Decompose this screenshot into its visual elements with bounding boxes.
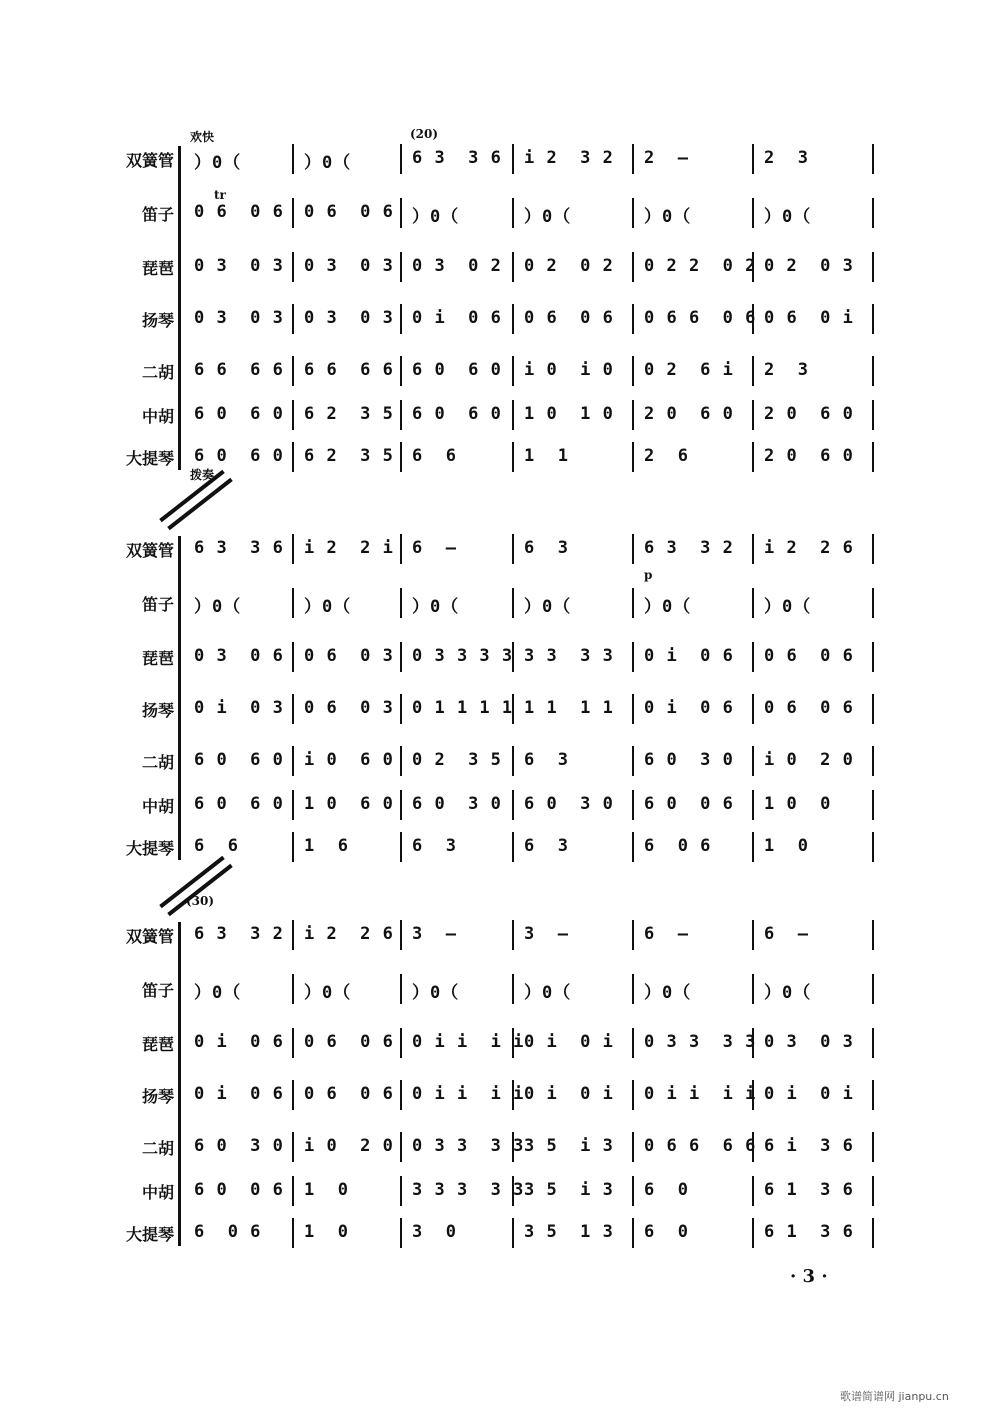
barline xyxy=(632,920,634,950)
barline xyxy=(400,832,402,862)
barline xyxy=(632,198,634,228)
measure-cell: 6 0 6 0 xyxy=(194,750,284,770)
measure-cell: 1 0 0 xyxy=(764,794,832,814)
barline xyxy=(400,790,402,820)
barline xyxy=(632,694,634,724)
measure-cell: i 2 2 i xyxy=(304,538,394,558)
tempo-marking: 欢快 xyxy=(190,130,215,144)
instrument-label: 双簧管 xyxy=(125,927,174,946)
measure-cell: 6 0 3 0 xyxy=(644,750,734,770)
measure-cell: 0 6 0 6 xyxy=(304,1032,394,1052)
barline xyxy=(400,1176,402,1206)
measure-cell: ）0（ xyxy=(644,597,692,617)
barline xyxy=(400,1028,402,1058)
barline xyxy=(752,144,754,174)
measure-cell: 6 0 6 0 xyxy=(194,794,284,814)
measure-cell: 6 1 3 6 xyxy=(764,1222,854,1242)
instrument-label: 大提琴 xyxy=(125,839,174,858)
measure-cell: 0 i 0 6 xyxy=(194,1032,284,1052)
measure-cell: 0 3 3 3 3 xyxy=(644,1032,757,1052)
barline xyxy=(872,534,874,564)
barline xyxy=(872,1218,874,1248)
measure-cell: 3 5 i 3 xyxy=(524,1136,614,1156)
barline xyxy=(292,974,294,1004)
barline xyxy=(292,1218,294,1248)
barline xyxy=(872,1176,874,1206)
measure-cell: 0 3 0 3 xyxy=(194,256,284,276)
measure-cell: 0 6 0 6 xyxy=(764,646,854,666)
barline xyxy=(632,144,634,174)
measure-cell: ）0（ xyxy=(524,597,572,617)
measure-cell: i 0 2 0 xyxy=(764,750,854,770)
barline xyxy=(872,642,874,672)
barline xyxy=(512,252,514,282)
barline xyxy=(292,694,294,724)
measure-cell: 6 1 3 6 xyxy=(764,1180,854,1200)
barline xyxy=(752,534,754,564)
barline xyxy=(872,1080,874,1110)
barline xyxy=(292,304,294,334)
measure-cell: 0 i 0 6 xyxy=(644,698,734,718)
measure-cell: 2 0 6 0 xyxy=(764,446,854,466)
measure-cell: ）0（ xyxy=(304,153,352,173)
barline xyxy=(400,746,402,776)
measure-cell: 0 3 3 3 3 xyxy=(412,1136,525,1156)
barline xyxy=(632,534,634,564)
barline xyxy=(400,252,402,282)
measure-cell: 0 6 6 6 6 xyxy=(644,1136,757,1156)
measure-cell: 6 2 3 5 xyxy=(304,404,394,424)
measure-cell: 1 0 xyxy=(304,1222,349,1242)
barline xyxy=(632,974,634,1004)
trill-marking: tr xyxy=(214,188,226,202)
barline xyxy=(292,920,294,950)
barline xyxy=(292,790,294,820)
barline xyxy=(752,920,754,950)
measure-cell: i 2 2 6 xyxy=(764,538,854,558)
measure-cell: 1 0 xyxy=(764,836,809,856)
instrument-label: 扬琴 xyxy=(141,701,174,720)
page-number: · 3 · xyxy=(790,1266,828,1287)
measure-cell: 0 3 3 3 3 xyxy=(412,646,514,666)
measure-cell: 6 i 3 6 xyxy=(764,1136,854,1156)
barline xyxy=(752,832,754,862)
measure-cell: 0 6 6 0 6 xyxy=(644,308,757,328)
measure-cell: 6 3 xyxy=(524,538,569,558)
barline xyxy=(872,198,874,228)
measure-cell: 0 2 0 3 xyxy=(764,256,854,276)
measure-cell: 0 1 1 1 1 xyxy=(412,698,514,718)
barline xyxy=(632,642,634,672)
barline xyxy=(292,832,294,862)
measure-cell: 0 3 0 3 xyxy=(304,256,394,276)
measure-cell: 0 6 0 6 xyxy=(764,698,854,718)
measure-cell: 6 6 xyxy=(194,836,239,856)
instrument-label: 笛子 xyxy=(141,595,174,614)
barline xyxy=(400,1132,402,1162)
measure-cell: ）0（ xyxy=(524,207,572,227)
barline xyxy=(400,144,402,174)
barline xyxy=(872,1028,874,1058)
barline xyxy=(512,304,514,334)
measure-cell: 6 0 6 0 xyxy=(412,360,502,380)
instrument-label: 中胡 xyxy=(141,797,174,816)
barline xyxy=(632,832,634,862)
barline xyxy=(292,144,294,174)
barline xyxy=(292,588,294,618)
barline xyxy=(632,1028,634,1058)
barline xyxy=(400,1218,402,1248)
barline xyxy=(400,400,402,430)
barline xyxy=(512,588,514,618)
barline xyxy=(400,442,402,472)
barline xyxy=(632,252,634,282)
barline xyxy=(872,974,874,1004)
measure-cell: 6 3 3 2 xyxy=(194,924,284,944)
barline xyxy=(632,588,634,618)
measure-cell: 6 3 xyxy=(524,836,569,856)
measure-cell: 0 i i i i xyxy=(412,1032,525,1052)
barline xyxy=(872,442,874,472)
barline xyxy=(632,1176,634,1206)
measure-cell: 0 i 0 3 xyxy=(194,698,284,718)
measure-cell: 6 0 0 6 xyxy=(644,794,734,814)
barline xyxy=(512,832,514,862)
barline xyxy=(292,642,294,672)
measure-cell: 2 0 6 0 xyxy=(764,404,854,424)
barline xyxy=(292,442,294,472)
barline xyxy=(632,1080,634,1110)
measure-cell: 0 i 0 6 xyxy=(644,646,734,666)
barline xyxy=(512,746,514,776)
measure-cell: 3 0 xyxy=(412,1222,457,1242)
barline xyxy=(752,1218,754,1248)
measure-cell: i 0 2 0 xyxy=(304,1136,394,1156)
instrument-label: 双簧管 xyxy=(125,541,174,560)
barline xyxy=(632,746,634,776)
barline xyxy=(632,1132,634,1162)
measure-cell: 6 0 xyxy=(644,1222,689,1242)
measure-cell: 6 — xyxy=(412,538,457,558)
measure-cell: 6 0 6 xyxy=(644,836,712,856)
instrument-label: 中胡 xyxy=(141,1183,174,1202)
barline xyxy=(632,400,634,430)
barline xyxy=(872,790,874,820)
barline xyxy=(292,198,294,228)
dynamic-marking: p xyxy=(644,568,653,582)
barline xyxy=(872,144,874,174)
measure-cell: 2 0 6 0 xyxy=(644,404,734,424)
measure-cell: 3 5 i 3 xyxy=(524,1180,614,1200)
measure-cell: ）0（ xyxy=(304,983,352,1003)
measure-cell: 2 3 xyxy=(764,360,809,380)
barline xyxy=(512,974,514,1004)
measure-cell: 6 2 3 5 xyxy=(304,446,394,466)
barline xyxy=(752,588,754,618)
barline xyxy=(292,534,294,564)
measure-cell: ）0（ xyxy=(524,983,572,1003)
instrument-label: 扬琴 xyxy=(141,1087,174,1106)
measure-cell: 1 1 xyxy=(524,446,569,466)
instrument-label: 二胡 xyxy=(141,363,174,382)
measure-cell: 3 5 1 3 xyxy=(524,1222,614,1242)
barline xyxy=(752,642,754,672)
measure-cell: 6 3 3 2 xyxy=(644,538,734,558)
measure-cell: 6 3 xyxy=(412,836,457,856)
measure-cell: 6 0 3 0 xyxy=(194,1136,284,1156)
instrument-label: 琵琶 xyxy=(141,649,174,668)
barline xyxy=(872,1132,874,1162)
barline xyxy=(872,746,874,776)
measure-cell: 1 0 xyxy=(304,1180,349,1200)
instrument-label: 笛子 xyxy=(141,981,174,1000)
measure-cell: 0 i 0 i xyxy=(764,1084,854,1104)
measure-cell: 3 3 3 3 3 xyxy=(412,1180,525,1200)
barline xyxy=(400,694,402,724)
instrument-label: 琵琶 xyxy=(141,1035,174,1054)
barline xyxy=(752,400,754,430)
measure-cell: 3 — xyxy=(524,924,569,944)
measure-cell: 0 2 0 2 xyxy=(524,256,614,276)
measure-cell: ）0（ xyxy=(194,597,242,617)
measure-cell: 0 6 0 i xyxy=(764,308,854,328)
barline xyxy=(632,304,634,334)
measure-cell: 1 0 6 0 xyxy=(304,794,394,814)
barline xyxy=(752,198,754,228)
measure-cell: 0 i i i i xyxy=(644,1084,757,1104)
measure-cell: 1 0 1 0 xyxy=(524,404,614,424)
measure-cell: 0 6 0 6 xyxy=(304,202,394,222)
barline xyxy=(512,920,514,950)
measure-cell: 6 6 xyxy=(412,446,457,466)
measure-cell: 6 0 6 0 xyxy=(194,404,284,424)
measure-cell: 3 — xyxy=(412,924,457,944)
system-bracket xyxy=(178,922,181,1246)
barline xyxy=(400,588,402,618)
barline xyxy=(292,746,294,776)
barline xyxy=(400,920,402,950)
barline xyxy=(872,920,874,950)
measure-cell: i 2 3 2 xyxy=(524,148,614,168)
barline xyxy=(752,790,754,820)
measure-cell: 0 6 0 3 xyxy=(304,698,394,718)
measure-cell: i 0 i 0 xyxy=(524,360,614,380)
barline xyxy=(512,534,514,564)
measure-cell: 0 6 0 6 xyxy=(524,308,614,328)
barline xyxy=(400,1080,402,1110)
measure-cell: 0 i 0 6 xyxy=(194,1084,284,1104)
barline xyxy=(292,1080,294,1110)
barline xyxy=(400,974,402,1004)
barline xyxy=(512,356,514,386)
measure-cell: 6 — xyxy=(644,924,689,944)
measure-cell: i 2 2 6 xyxy=(304,924,394,944)
measure-cell: ）0（ xyxy=(764,597,812,617)
measure-cell: 6 6 6 6 xyxy=(194,360,284,380)
system-bracket xyxy=(178,146,181,470)
instrument-label: 笛子 xyxy=(141,205,174,224)
instrument-label: 二胡 xyxy=(141,1139,174,1158)
rehearsal-mark-20: (20) xyxy=(410,127,439,141)
barline xyxy=(872,588,874,618)
measure-cell: 1 6 xyxy=(304,836,349,856)
measure-cell: 0 i 0 i xyxy=(524,1084,614,1104)
measure-cell: ）0（ xyxy=(194,983,242,1003)
instrument-label: 大提琴 xyxy=(125,1225,174,1244)
measure-cell: ）0（ xyxy=(194,153,242,173)
measure-cell: 6 0 6 0 xyxy=(194,446,284,466)
measure-cell: 6 0 xyxy=(644,1180,689,1200)
measure-cell: ）0（ xyxy=(412,207,460,227)
barline xyxy=(752,1176,754,1206)
measure-cell: 0 i 0 6 xyxy=(412,308,502,328)
barline xyxy=(400,534,402,564)
measure-cell: 0 6 0 6 xyxy=(304,1084,394,1104)
measure-cell: 1 1 1 1 xyxy=(524,698,614,718)
site-watermark: 歌谱简谱网 jianpu.cn xyxy=(840,1390,949,1403)
measure-cell: ）0（ xyxy=(412,983,460,1003)
measure-cell: 6 0 3 0 xyxy=(524,794,614,814)
measure-cell: 6 0 0 6 xyxy=(194,1180,284,1200)
barline xyxy=(292,1132,294,1162)
barline xyxy=(752,974,754,1004)
barline xyxy=(400,642,402,672)
rehearsal-mark-30: (30) xyxy=(186,894,215,908)
measure-cell: 6 0 6 xyxy=(194,1222,262,1242)
barline xyxy=(512,442,514,472)
measure-cell: i 0 6 0 xyxy=(304,750,394,770)
measure-cell: 6 0 6 0 xyxy=(412,404,502,424)
barline xyxy=(632,790,634,820)
measure-cell: ）0（ xyxy=(764,983,812,1003)
measure-cell: 6 — xyxy=(764,924,809,944)
barline xyxy=(292,1028,294,1058)
measure-cell: 0 3 0 2 xyxy=(412,256,502,276)
barline xyxy=(292,252,294,282)
barline xyxy=(872,304,874,334)
measure-cell: 3 3 3 3 xyxy=(524,646,614,666)
measure-cell: 0 2 2 0 2 xyxy=(644,256,757,276)
barline xyxy=(292,1176,294,1206)
barline xyxy=(512,400,514,430)
instrument-label: 扬琴 xyxy=(141,311,174,330)
measure-cell: 0 6 0 3 xyxy=(304,646,394,666)
system-bracket xyxy=(178,536,181,860)
pizz-marking: 拨奏 xyxy=(190,468,215,482)
measure-cell: 6 0 3 0 xyxy=(412,794,502,814)
barline xyxy=(752,694,754,724)
measure-cell: ）0（ xyxy=(412,597,460,617)
measure-cell: 6 3 3 6 xyxy=(194,538,284,558)
measure-cell: 0 2 6 i xyxy=(644,360,734,380)
barline xyxy=(292,356,294,386)
barline xyxy=(292,400,294,430)
measure-cell: 0 3 0 3 xyxy=(764,1032,854,1052)
measure-cell: ）0（ xyxy=(644,983,692,1003)
barline xyxy=(512,144,514,174)
measure-cell: 2 3 xyxy=(764,148,809,168)
barline xyxy=(872,832,874,862)
measure-cell: 6 6 6 6 xyxy=(304,360,394,380)
measure-cell: 0 3 0 6 xyxy=(194,646,284,666)
instrument-label: 琵琶 xyxy=(141,259,174,278)
barline xyxy=(752,442,754,472)
barline xyxy=(512,198,514,228)
instrument-label: 中胡 xyxy=(141,407,174,426)
measure-cell: ）0（ xyxy=(764,207,812,227)
barline xyxy=(752,356,754,386)
barline xyxy=(632,356,634,386)
measure-cell: ）0（ xyxy=(644,207,692,227)
barline xyxy=(512,1218,514,1248)
barline xyxy=(872,694,874,724)
barline xyxy=(752,746,754,776)
barline xyxy=(632,1218,634,1248)
measure-cell: 0 6 0 6 xyxy=(194,202,284,222)
instrument-label: 大提琴 xyxy=(125,449,174,468)
measure-cell: 0 2 3 5 xyxy=(412,750,502,770)
barline xyxy=(512,790,514,820)
measure-cell: 0 i 0 i xyxy=(524,1032,614,1052)
barline xyxy=(872,400,874,430)
instrument-label: 二胡 xyxy=(141,753,174,772)
measure-cell: ）0（ xyxy=(304,597,352,617)
barline xyxy=(400,198,402,228)
measure-cell: 6 3 xyxy=(524,750,569,770)
measure-cell: 0 i i i i xyxy=(412,1084,525,1104)
instrument-label: 双簧管 xyxy=(125,151,174,170)
barline xyxy=(400,304,402,334)
measure-cell: 2 — xyxy=(644,148,689,168)
measure-cell: 2 6 xyxy=(644,446,689,466)
barline xyxy=(872,252,874,282)
barline xyxy=(400,356,402,386)
measure-cell: 6 3 3 6 xyxy=(412,148,502,168)
barline xyxy=(632,442,634,472)
barline xyxy=(872,356,874,386)
measure-cell: 0 3 0 3 xyxy=(304,308,394,328)
measure-cell: 0 3 0 3 xyxy=(194,308,284,328)
